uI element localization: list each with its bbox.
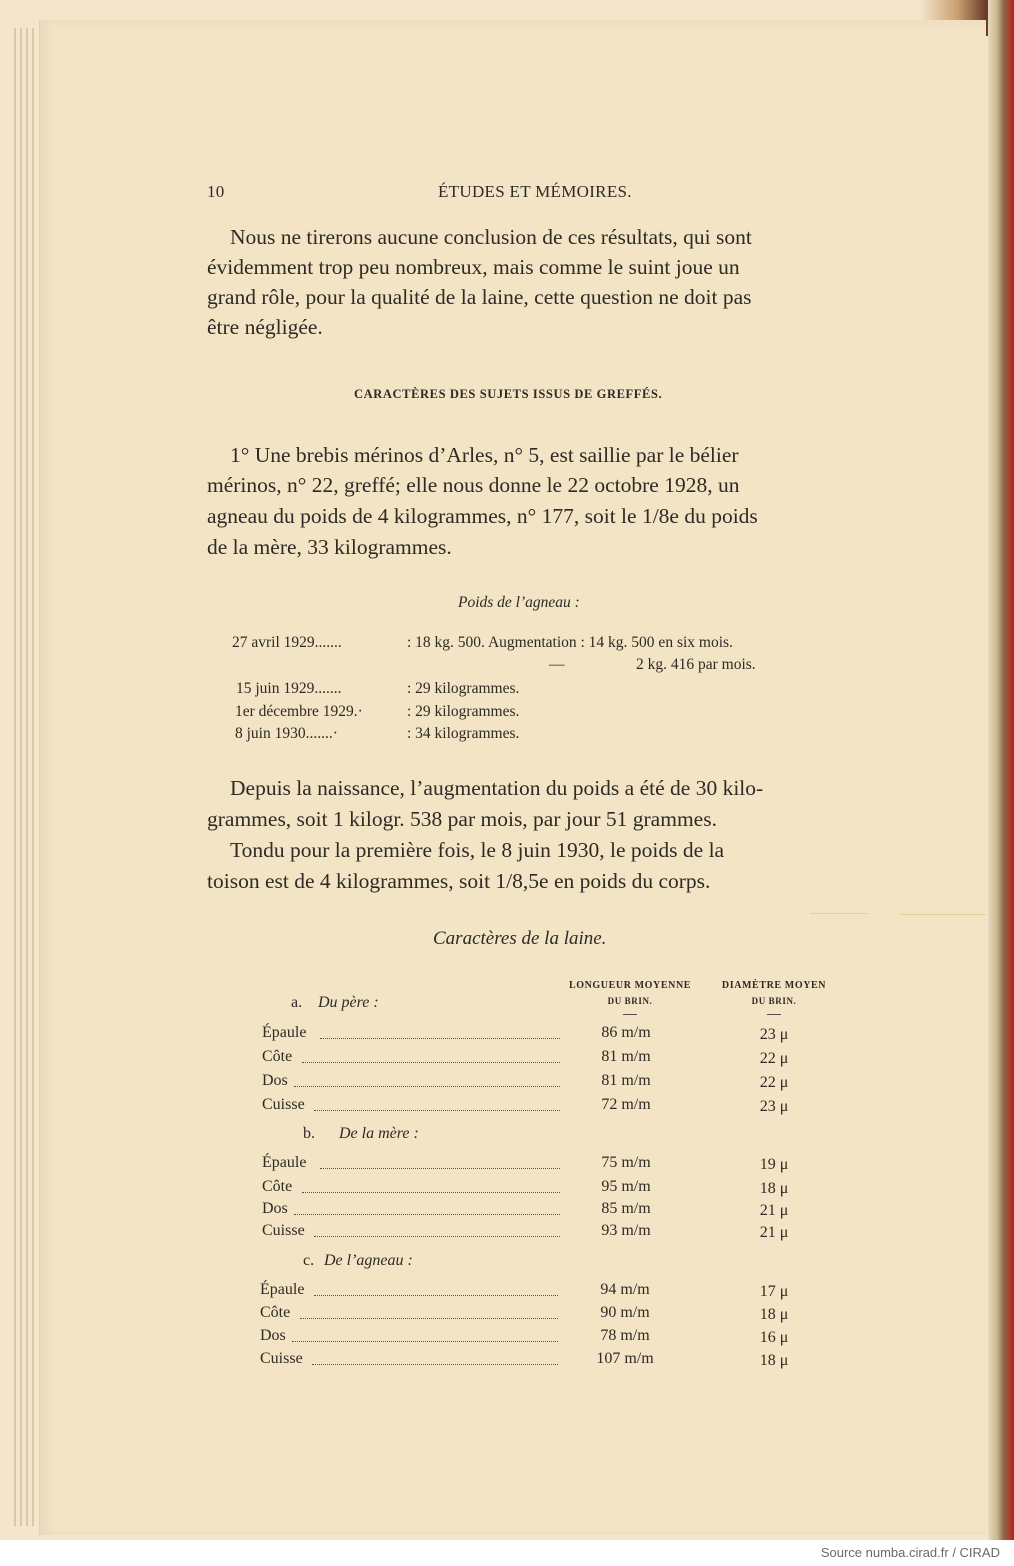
- scan-mark: [900, 914, 986, 915]
- header-rule: [623, 1014, 637, 1015]
- leader-dots: [302, 1062, 560, 1063]
- diameter-value: 23 μ: [759, 1098, 789, 1115]
- intro-line: être négligée.: [207, 315, 323, 339]
- group-name: De la mère :: [339, 1125, 419, 1142]
- length-value: 95 m/m: [601, 1178, 651, 1195]
- length-value: 81 m/m: [601, 1072, 651, 1089]
- body-part: Dos: [262, 1200, 288, 1217]
- weight-date: 15 juin 1929.......: [236, 680, 342, 697]
- diameter-value: 21 μ: [759, 1202, 789, 1219]
- diameter-value: 18 μ: [759, 1180, 789, 1197]
- book-cover-edge: [988, 0, 1014, 1540]
- leader-dots: [300, 1318, 558, 1319]
- header-rule: [767, 1014, 781, 1015]
- growth-line: Depuis la naissance, l’augmentation du poids a été de 30 kilo-: [230, 776, 764, 800]
- running-title: ÉTUDES ET MÉMOIRES.: [438, 182, 632, 201]
- length-value: 78 m/m: [600, 1327, 650, 1344]
- length-value: 81 m/m: [601, 1048, 651, 1065]
- leader-dots: [314, 1110, 560, 1111]
- weight-date: 8 juin 1930.......·: [235, 725, 338, 742]
- diameter-value: 21 μ: [759, 1224, 789, 1241]
- weights-title: Poids de l’agneau :: [458, 594, 580, 611]
- length-value: 93 m/m: [601, 1222, 651, 1239]
- group-name: De l’agneau :: [324, 1252, 413, 1269]
- case-line: mérinos, n° 22, greffé; elle nous donne le 22 octobre 1928, un: [207, 473, 740, 497]
- leader-dots: [294, 1214, 560, 1215]
- source-credit: Source numba.cirad.fr / CIRAD: [820, 1545, 1000, 1560]
- length-value: 107 m/m: [596, 1350, 654, 1367]
- page-edge: [20, 28, 22, 1526]
- leader-dots: [302, 1192, 560, 1193]
- case-line: 1° Une brebis mérinos d’Arles, n° 5, est saillie par le bélier: [230, 443, 739, 467]
- intro-line: grand rôle, pour la qualité de la laine, cette question ne doit pas: [207, 285, 752, 309]
- page-edge: [14, 28, 16, 1526]
- body-part: Cuisse: [260, 1350, 303, 1367]
- intro-line: Nous ne tirerons aucune conclusion de ces résultats, qui sont: [230, 225, 752, 249]
- body-part: Côte: [260, 1304, 291, 1321]
- diameter-value: 22 μ: [759, 1050, 789, 1067]
- column-header-diameter: DIAMÈTRE MOYEN: [721, 980, 827, 991]
- case-line: agneau du poids de 4 kilogrammes, n° 177, soit le 1/8e du poids: [207, 504, 758, 528]
- column-header-length: LONGUEUR MOYENNE: [568, 980, 692, 991]
- group-label: b.: [303, 1125, 315, 1142]
- group-label: c.: [303, 1252, 315, 1269]
- weight-date: 27 avril 1929.......: [232, 634, 342, 651]
- weight-value: : 29 kilogrammes.: [407, 703, 520, 720]
- body-part: Dos: [262, 1072, 288, 1089]
- body-part: Côte: [262, 1178, 293, 1195]
- page-edge: [26, 28, 28, 1526]
- body-part: Côte: [262, 1048, 293, 1065]
- weight-value: 2 kg. 416 par mois.: [636, 656, 756, 673]
- diameter-value: 16 μ: [759, 1329, 789, 1346]
- wool-title: Caractères de la laine.: [433, 928, 607, 949]
- growth-line: Tondu pour la première fois, le 8 juin 1930, le poids de la: [230, 838, 725, 862]
- scan-mark: [810, 913, 868, 914]
- leader-dots: [320, 1168, 560, 1169]
- section-heading: CARACTÈRES DES SUJETS ISSUS DE GREFFÉS.: [354, 387, 663, 401]
- leader-dots: [314, 1236, 560, 1237]
- length-value: 90 m/m: [600, 1304, 650, 1321]
- diameter-value: 22 μ: [759, 1074, 789, 1091]
- body-part: Épaule: [262, 1154, 307, 1171]
- length-value: 94 m/m: [600, 1281, 650, 1298]
- length-value: 72 m/m: [601, 1096, 651, 1113]
- page-number: 10: [207, 182, 225, 201]
- body-part: Épaule: [260, 1281, 305, 1298]
- body-part: Dos: [260, 1327, 286, 1344]
- leader-dots: [312, 1364, 558, 1365]
- column-header-diameter-sub: DU BRIN.: [751, 996, 797, 1006]
- group-label: a.: [291, 994, 303, 1011]
- column-header-length-sub: DU BRIN.: [607, 996, 653, 1006]
- intro-line: évidemment trop peu nombreux, mais comme le suint joue un: [207, 255, 740, 279]
- weight-value: : 29 kilogrammes.: [407, 680, 520, 697]
- leader-dots: [294, 1086, 560, 1087]
- growth-line: grammes, soit 1 kilogr. 538 par mois, par jour 51 grammes.: [207, 807, 717, 831]
- weight-value: : 34 kilogrammes.: [407, 725, 520, 742]
- diameter-value: 18 μ: [759, 1306, 789, 1323]
- weight-value: : 18 kg. 500. Augmentation : 14 kg. 500 en six mois.: [407, 634, 733, 651]
- weight-date: —: [549, 656, 565, 673]
- group-name: Du père :: [318, 994, 379, 1011]
- body-part: Cuisse: [262, 1222, 305, 1239]
- body-part: Cuisse: [262, 1096, 305, 1113]
- weight-date: 1er décembre 1929.·: [235, 703, 363, 720]
- length-value: 86 m/m: [601, 1024, 651, 1041]
- diameter-value: 19 μ: [759, 1156, 789, 1173]
- leader-dots: [292, 1341, 558, 1342]
- body-part: Épaule: [262, 1024, 307, 1041]
- leader-dots: [314, 1295, 558, 1296]
- diameter-value: 17 μ: [759, 1283, 789, 1300]
- diameter-value: 18 μ: [759, 1352, 789, 1369]
- leader-dots: [320, 1038, 560, 1039]
- diameter-value: 23 μ: [759, 1026, 789, 1043]
- case-line: de la mère, 33 kilogrammes.: [207, 535, 452, 559]
- growth-line: toison est de 4 kilogrammes, soit 1/8,5e en poids du corps.: [207, 869, 711, 893]
- length-value: 75 m/m: [601, 1154, 651, 1171]
- length-value: 85 m/m: [601, 1200, 651, 1217]
- page-edge: [32, 28, 34, 1526]
